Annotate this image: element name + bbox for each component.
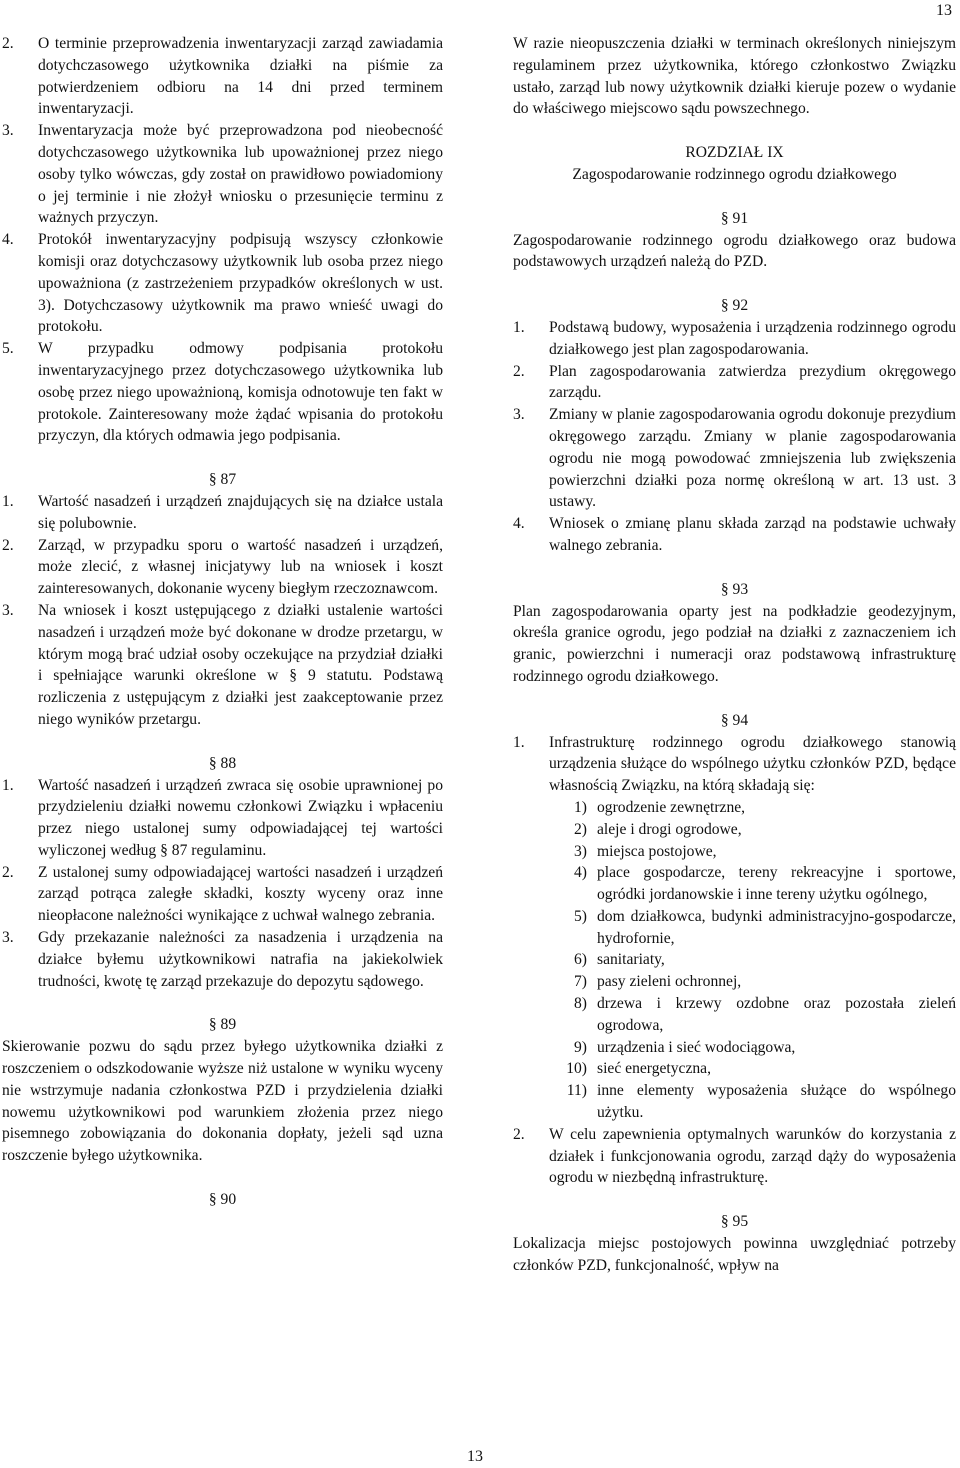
section-heading: § 91 [720,209,749,227]
numbered-paragraph [513,513,956,557]
paragraph-number: 3. [2,122,14,140]
list-item-text: aleje i drogi ogrodowe, [597,820,742,838]
paragraph-number: 1. [513,733,525,751]
numbered-paragraph [2,927,443,992]
paragraph-number: 3. [2,929,14,947]
paragraph-number: 3. [2,601,14,619]
numbered-paragraph [2,33,443,120]
list-item-text: miejsca postojowe, [597,842,717,860]
list-item-text: ogrodzenie zewnętrzne, [597,798,746,816]
paragraph-text: Inwentaryzacja może być przeprowadzona pod nieobecność dotychczasowego użytkownika lub upoważnionej przez niego osoby tylko wówczas, gdy został on prawidłowo powiadomiony o jej terminie i nie złożył wniosku o przesunięcie terminu z ważnych przyczyn. [38,122,443,227]
list-item-number: 6) [574,951,587,969]
paragraph-text: Zmiany w planie zagospodarowania ogrodu dokonuje prezydium okręgowego zarządu. Zmiany w planie zagospodarowania ogrodu nie mogą powodować zmniejszenia lub zwiększenia powierzchni działki poza normę określoną w art. 13 ust. 3 ustawy. [549,406,956,511]
list-item [549,1080,956,1124]
paragraph-number: 2. [2,536,14,554]
paragraph-text: Wartość nasadzeń i urządzeń zwraca się osobie uprawnionej po przydzieleniu działki nowemu członkowi Związku i wpłaceniu przez niego ustalonej sumy odpowiadającej tej wartości wyliczonej według § 87 regulaminu. [38,776,443,859]
numbered-paragraph [2,229,443,338]
paragraph-text: O terminie przeprowadzenia inwentaryzacji zarząd zawiadamia dotychczasowego użytkownika działki na piśmie za potwierdzeniem odbioru na 14 dni przed terminem inwentaryzacji. [38,35,443,118]
paragraph-text: Z ustalonej sumy odpowiadającej wartości nasadzeń i urządzeń zarząd potrąca zaległe składki, koszty wyceny oraz inne nieopłacone należności wynikające z uchwał walnego zebrania. [38,863,443,925]
numbered-paragraph [2,491,443,535]
list-item [549,993,956,1037]
numbered-paragraph [513,361,956,405]
numbered-paragraph [2,775,443,862]
list-item-number: 8) [574,995,587,1013]
paragraph-text: Wniosek o zmianę planu składa zarząd na podstawie uchwały walnego zebrania. [549,515,956,554]
list-item-text: inne elementy wyposażenia służące do wspólnego użytku. [597,1082,956,1122]
numbered-paragraph [513,317,956,361]
paragraph-text: Na wniosek i koszt ustępującego z działki ustalenie wartości nasadzeń i urządzeń może być dokonane w drodze przetargu, w którym mogą brać udział osoby oczekujące na przydział działki i spełniające warunki określone w § 9 statutu. Podstawą rozliczenia z ustępującym z działki jest zaakceptowanie przez niego wyników przetargu. [38,601,443,728]
paragraph-number: 2. [2,863,14,881]
list-item-number: 11) [566,1082,587,1100]
paragraph-text: Plan zagospodarowania zatwierdza prezydium okręgowego zarządu. [549,362,956,402]
section-heading: § 94 [720,711,749,729]
paragraph-number: 1. [513,318,525,336]
list-item [549,862,956,906]
paragraph-number: 1. [2,492,14,510]
numbered-paragraph [513,404,956,513]
right-column [513,33,956,1277]
list-item-text: drzewa i krzewy ozdobne oraz pozostała zieleń ogrodowa, [597,995,956,1034]
paragraph-text: Wartość nasadzeń i urządzeń znajdujących się na działce ustala się polubownie. [38,492,443,532]
list-item-text: sanitariaty, [597,951,665,969]
list-item-text: dom działkowca, budynki administracyjno-gospodarcze, hydrofornie, [597,907,956,947]
list-item [549,1058,956,1080]
list-item [549,841,956,863]
section-heading: § 87 [208,471,237,489]
paragraph: Plan zagospodarowania oparty jest na podkładzie geodezyjnym, określa granice ogrodu, jego podział na działki z zaznaczeniem ich granic, powierzchni i numeracji oraz podstawową infrastrukturę rodzinnego ogrodu działkowego. [513,602,956,685]
paragraph-text: Podstawą budowy, wyposażenia i urządzenia rodzinnego ogrodu działkowego jest plan zagospodarowania. [549,318,956,358]
paragraph-text: Infrastrukturę rodzinnego ogrodu działkowego stanowią urządzenia służące do wspólnego użytku członków PZD, będące własnością Związku, na którą składają się: [549,733,956,795]
chapter-title: ROZDZIAŁ IX [685,144,784,162]
paragraph-text: W celu zapewnienia optymalnych warunków do korzystania z działek i funkcjonowania ogrodu, zarząd dąży do wyposażenia ogrodu w niezbędną infrastrukturę. [549,1125,956,1187]
paragraph-number: 4. [2,231,14,249]
list-item-number: 5) [574,907,587,925]
section-heading: § 92 [720,297,749,315]
list-item-text: urządzenia i sieć wodociągowa, [597,1038,796,1056]
numbered-paragraph [2,535,443,600]
left-column [2,33,443,1211]
page-number-bottom: 13 [467,1448,483,1465]
numbered-paragraph [2,338,443,447]
list-item-number: 1) [574,798,587,816]
section-heading: § 90 [208,1191,237,1209]
section-heading: § 93 [720,580,749,598]
paragraph-number: 4. [513,515,525,533]
numbered-paragraph [2,862,443,927]
paragraph: Lokalizacja miejsc postojowych powinna uwzględniać potrzeby członków PZD, funkcjonalność, wpływ na [513,1235,956,1274]
section-heading: § 95 [720,1213,749,1231]
paragraph-number: 1. [2,776,14,794]
list-item-number: 2) [574,820,587,838]
list-item-text: pasy zieleni ochronnej, [597,973,742,991]
list-item [549,819,956,841]
list-item-number: 4) [574,864,587,882]
paragraph-number: 2. [513,1125,525,1143]
numbered-paragraph [513,1124,956,1189]
list-item-number: 10) [566,1060,587,1078]
paragraph: W razie nieopuszczenia działki w terminach określonych niniejszym regulaminem przez użytkownika, którego członkostwo Związku ustało, zarząd lub nowy użytkownik działki kieruje pozew o wydanie do właściwego miejscowo sądu powszechnego. [513,35,956,118]
list-item-text: sieć energetyczna, [597,1060,711,1078]
numbered-paragraph [2,600,443,731]
paragraph: Zagospodarowanie rodzinnego ogrodu działkowego oraz budowa podstawowych urządzeń należą do PZD. [513,231,956,271]
list-item-number: 3) [574,842,587,860]
list-item [549,1037,956,1059]
list-item [549,949,956,971]
paragraph-text: W przypadku odmowy podpisania protokołu inwentaryzacyjnego przez dotychczasowego użytkownika lub osobę przez niego upoważnioną, komisja odnotowuje ten fakt w protokole. Zainteresowany może żądać wpisania do protokołu przyczyn, dla których odmawia jego podpisania. [38,340,443,445]
paragraph-number: 2. [513,362,525,380]
list-item [549,906,956,950]
list-item [549,797,956,819]
chapter-subtitle: Zagospodarowanie rodzinnego ogrodu działkowego [572,165,897,183]
numbered-paragraph [513,732,956,797]
section-heading: § 88 [208,754,237,772]
page-number-top: 13 [936,2,952,19]
paragraph-text: Protokół inwentaryzacyjny podpisują wszyscy członkowie komisji oraz dotychczasowy użytkownik lub osoba przez niego upoważniona (z zastrzeżeniem przypadków określonych w ust. 3). Dotychczasowy użytkownik ma prawo wnieść uwagi do protokołu. [38,231,443,336]
section-heading: § 89 [208,1016,237,1034]
paragraph-number: 2. [2,35,14,52]
list-item [549,971,956,993]
list-item-text: place gospodarcze, tereny rekreacyjne i sportowe, ogródki jordanowskie i inne tereny użytku ogólnego, [597,864,956,904]
paragraph-number: 5. [2,340,14,358]
numbered-paragraph [2,120,443,229]
paragraph-text: Zarząd, w przypadku sporu o wartość nasadzeń i urządzeń, może zlecić, z własnej inicjatywy lub na wniosek i koszt zainteresowanych, dokonanie wyceny biegłym rzeczoznawcom. [38,536,443,598]
paragraph: Skierowanie pozwu do sądu przez byłego użytkownika działki z roszczeniem o odszkodowanie wyższe niż ustalone w wyniku wyceny nie wstrzymuje nadania członkostwa PZD i przydzielenia działki nowemu użytkownikowi pod warunkiem złożenia przez niego pisemnego zobowiązania do dokonania dopłaty, jeżeli sąd uzna roszczenie byłego użytkownika. [2,1038,443,1165]
list-item-number: 9) [574,1038,587,1056]
paragraph-text: Gdy przekazanie należności za nasadzenia i urządzenia na działce byłemu użytkownikowi natrafia na jakiekolwiek trudności, kwotę tę zarząd przekazuje do depozytu sądowego. [38,929,443,990]
list-item-number: 7) [574,973,587,991]
paragraph-number: 3. [513,406,525,424]
